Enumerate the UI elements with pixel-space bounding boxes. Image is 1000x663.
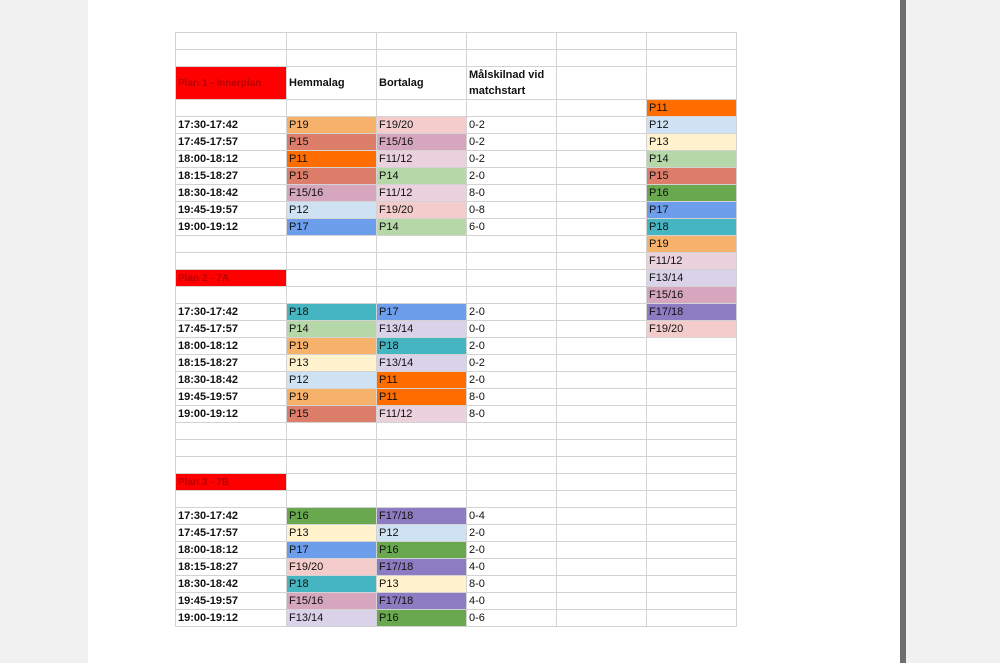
sheet-row <box>176 593 737 610</box>
sheet-cell <box>557 33 647 50</box>
sheet-row <box>176 236 737 253</box>
away-team: P17 <box>377 304 467 321</box>
sheet-row <box>176 304 737 321</box>
sheet-cell <box>647 491 737 508</box>
sheet-cell <box>557 236 647 253</box>
sheet-cell <box>287 236 377 253</box>
home-team: P14 <box>287 321 377 338</box>
match-time: 18:00-18:12 <box>176 338 287 355</box>
match-time: 17:45-17:57 <box>176 134 287 151</box>
sheet-row <box>176 389 737 406</box>
sheet-cell <box>557 270 647 287</box>
goal-difference: 2-0 <box>467 372 557 389</box>
legend-swatch: P18 <box>647 219 737 236</box>
match-time: 18:00-18:12 <box>176 151 287 168</box>
match-time: 17:30-17:42 <box>176 304 287 321</box>
match-time: 18:30-18:42 <box>176 185 287 202</box>
sheet-cell <box>467 100 557 117</box>
sheet-row <box>176 50 737 67</box>
match-time: 18:30-18:42 <box>176 576 287 593</box>
sheet-cell <box>557 491 647 508</box>
sheet-cell <box>557 134 647 151</box>
match-time: 18:15-18:27 <box>176 559 287 576</box>
legend-swatch: P12 <box>647 117 737 134</box>
sheet-cell <box>647 525 737 542</box>
away-team: P13 <box>377 576 467 593</box>
sheet-cell <box>557 389 647 406</box>
goal-difference: 0-2 <box>467 355 557 372</box>
goal-difference: 0-6 <box>467 610 557 627</box>
away-team: F19/20 <box>377 202 467 219</box>
sheet-row <box>176 100 737 117</box>
sheet-cell <box>557 406 647 423</box>
sheet-cell <box>287 491 377 508</box>
sheet-cell <box>557 525 647 542</box>
legend-swatch: P13 <box>647 134 737 151</box>
goal-difference: 2-0 <box>467 542 557 559</box>
plan-title: Plan 2 - 7A <box>176 270 287 287</box>
header-goal-line-1: Målskilnad vid <box>469 69 545 81</box>
home-team: P15 <box>287 168 377 185</box>
sheet-cell <box>176 491 287 508</box>
match-time: 19:00-19:12 <box>176 406 287 423</box>
goal-difference: 2-0 <box>467 338 557 355</box>
sheet-row <box>176 185 737 202</box>
home-team: P18 <box>287 576 377 593</box>
sheet-cell <box>176 457 287 474</box>
goal-difference: 8-0 <box>467 185 557 202</box>
sheet-row <box>176 457 737 474</box>
legend-swatch: F17/18 <box>647 304 737 321</box>
sheet-cell <box>557 304 647 321</box>
sheet-cell <box>647 508 737 525</box>
away-team: P12 <box>377 525 467 542</box>
sheet-cell <box>467 423 557 440</box>
sheet-cell <box>287 50 377 67</box>
away-team: F11/12 <box>377 151 467 168</box>
sheet-row <box>176 270 737 287</box>
sheet-cell <box>557 576 647 593</box>
sheet-row <box>176 168 737 185</box>
sheet-row <box>176 219 737 236</box>
sheet-row <box>176 610 737 627</box>
match-time: 18:00-18:12 <box>176 542 287 559</box>
sheet-row <box>176 321 737 338</box>
sheet-row <box>176 491 737 508</box>
sheet-cell <box>176 50 287 67</box>
header-home: Hemmalag <box>287 67 377 100</box>
sheet-cell <box>467 287 557 304</box>
header-goal-difference <box>467 67 557 100</box>
away-team: F13/14 <box>377 321 467 338</box>
sheet-cell <box>467 491 557 508</box>
legend-swatch: P15 <box>647 168 737 185</box>
sheet-cell <box>377 236 467 253</box>
sheet-row <box>176 202 737 219</box>
goal-difference: 8-0 <box>467 389 557 406</box>
window-edge <box>900 0 906 663</box>
sheet-cell <box>467 457 557 474</box>
sheet-cell <box>176 33 287 50</box>
sheet-cell <box>557 50 647 67</box>
sheet-cell <box>647 423 737 440</box>
sheet-row <box>176 67 737 100</box>
away-team: P11 <box>377 372 467 389</box>
sheet-cell <box>557 117 647 134</box>
goal-difference: 2-0 <box>467 304 557 321</box>
match-time: 19:45-19:57 <box>176 593 287 610</box>
sheet-cell <box>377 440 467 457</box>
sheet-row <box>176 508 737 525</box>
match-time: 19:45-19:57 <box>176 389 287 406</box>
legend-swatch: P17 <box>647 202 737 219</box>
sheet-row <box>176 117 737 134</box>
sheet-cell <box>647 440 737 457</box>
sheet-row <box>176 253 737 270</box>
sheet-cell <box>377 423 467 440</box>
sheet-cell <box>557 321 647 338</box>
sheet-cell <box>557 151 647 168</box>
away-team: F13/14 <box>377 355 467 372</box>
sheet-cell <box>557 67 647 100</box>
sheet-cell <box>176 423 287 440</box>
schedule-sheet <box>175 32 737 627</box>
away-team: F19/20 <box>377 117 467 134</box>
home-team: P16 <box>287 508 377 525</box>
sheet-row <box>176 423 737 440</box>
goal-difference: 0-0 <box>467 321 557 338</box>
legend-swatch: P19 <box>647 236 737 253</box>
sheet-row <box>176 151 737 168</box>
home-team: P15 <box>287 406 377 423</box>
home-team: P13 <box>287 525 377 542</box>
sheet-cell <box>647 67 737 100</box>
sheet-cell <box>176 253 287 270</box>
sheet-cell <box>287 253 377 270</box>
sheet-row <box>176 338 737 355</box>
sheet-cell <box>176 100 287 117</box>
legend-swatch: F11/12 <box>647 253 737 270</box>
sheet-cell <box>557 355 647 372</box>
match-time: 18:15-18:27 <box>176 168 287 185</box>
home-team: P17 <box>287 219 377 236</box>
sheet-cell <box>647 50 737 67</box>
sheet-cell <box>377 457 467 474</box>
goal-difference: 2-0 <box>467 168 557 185</box>
sheet-cell <box>467 474 557 491</box>
match-time: 19:45-19:57 <box>176 202 287 219</box>
sheet-cell <box>557 338 647 355</box>
sheet-row <box>176 525 737 542</box>
sheet-cell <box>557 287 647 304</box>
home-team: F19/20 <box>287 559 377 576</box>
legend-swatch: P11 <box>647 100 737 117</box>
sheet-row <box>176 355 737 372</box>
home-team: P18 <box>287 304 377 321</box>
home-team: F15/16 <box>287 593 377 610</box>
sheet-cell <box>377 50 467 67</box>
match-time: 17:30-17:42 <box>176 117 287 134</box>
goal-difference: 0-2 <box>467 134 557 151</box>
goal-difference: 0-2 <box>467 117 557 134</box>
match-time: 19:00-19:12 <box>176 610 287 627</box>
sheet-cell <box>647 593 737 610</box>
sheet-cell <box>287 287 377 304</box>
sheet-cell <box>647 355 737 372</box>
sheet-cell <box>467 440 557 457</box>
sheet-cell <box>647 559 737 576</box>
goal-difference: 8-0 <box>467 406 557 423</box>
sheet-cell <box>557 168 647 185</box>
sheet-cell <box>467 270 557 287</box>
sheet-cell <box>647 406 737 423</box>
goal-difference: 2-0 <box>467 525 557 542</box>
sheet-cell <box>377 491 467 508</box>
match-time: 17:45-17:57 <box>176 525 287 542</box>
sheet-row <box>176 287 737 304</box>
home-team: P19 <box>287 389 377 406</box>
away-team: P16 <box>377 542 467 559</box>
sheet-cell <box>467 253 557 270</box>
header-away: Bortalag <box>377 67 467 100</box>
sheet-cell <box>557 219 647 236</box>
away-team: F11/12 <box>377 406 467 423</box>
away-team: F11/12 <box>377 185 467 202</box>
sheet-cell <box>377 270 467 287</box>
legend-swatch: P16 <box>647 185 737 202</box>
away-team: P14 <box>377 219 467 236</box>
home-team: P17 <box>287 542 377 559</box>
sheet-row <box>176 474 737 491</box>
header-goal-line-2: matchstart <box>469 85 526 97</box>
sheet-cell <box>557 559 647 576</box>
goal-difference: 0-4 <box>467 508 557 525</box>
goal-difference: 4-0 <box>467 559 557 576</box>
sheet-cell <box>287 457 377 474</box>
legend-swatch: F19/20 <box>647 321 737 338</box>
plan-title: Plan 1 - Innerplan <box>176 67 287 100</box>
sheet-cell <box>287 100 377 117</box>
away-team: F17/18 <box>377 508 467 525</box>
sheet-cell <box>176 236 287 253</box>
away-team: F17/18 <box>377 593 467 610</box>
sheet-cell <box>557 457 647 474</box>
sheet-cell <box>557 542 647 559</box>
home-team: F15/16 <box>287 185 377 202</box>
sheet-cell <box>557 423 647 440</box>
sheet-cell <box>377 33 467 50</box>
sheet-cell <box>647 338 737 355</box>
away-team: P14 <box>377 168 467 185</box>
goal-difference: 4-0 <box>467 593 557 610</box>
sheet-cell <box>647 372 737 389</box>
sheet-cell <box>377 474 467 491</box>
sheet-cell <box>467 236 557 253</box>
sheet-cell <box>557 440 647 457</box>
sheet-row <box>176 542 737 559</box>
match-time: 19:00-19:12 <box>176 219 287 236</box>
goal-difference: 6-0 <box>467 219 557 236</box>
sheet-cell <box>287 33 377 50</box>
away-team: P16 <box>377 610 467 627</box>
sheet-cell <box>647 474 737 491</box>
goal-difference: 0-8 <box>467 202 557 219</box>
sheet-cell <box>557 202 647 219</box>
sheet-cell <box>647 610 737 627</box>
sheet-cell <box>467 33 557 50</box>
sheet-cell <box>377 253 467 270</box>
home-team: P19 <box>287 117 377 134</box>
away-team: P11 <box>377 389 467 406</box>
sheet-row <box>176 440 737 457</box>
sheet-cell <box>557 253 647 270</box>
home-team: F13/14 <box>287 610 377 627</box>
sheet-cell <box>287 474 377 491</box>
legend-swatch: F15/16 <box>647 287 737 304</box>
match-time: 17:30-17:42 <box>176 508 287 525</box>
sheet-row <box>176 372 737 389</box>
sheet-cell <box>647 389 737 406</box>
sheet-cell <box>557 372 647 389</box>
sheet-row <box>176 576 737 593</box>
legend-swatch: P14 <box>647 151 737 168</box>
match-time: 18:30-18:42 <box>176 372 287 389</box>
plan-title: Plan 3 - 7B <box>176 474 287 491</box>
sheet-cell <box>557 508 647 525</box>
match-time: 17:45-17:57 <box>176 321 287 338</box>
sheet-cell <box>377 287 467 304</box>
goal-difference: 8-0 <box>467 576 557 593</box>
sheet-cell <box>557 474 647 491</box>
sheet-cell <box>176 287 287 304</box>
match-time: 18:15-18:27 <box>176 355 287 372</box>
away-team: P18 <box>377 338 467 355</box>
home-team: P19 <box>287 338 377 355</box>
home-team: P12 <box>287 202 377 219</box>
legend-swatch: F13/14 <box>647 270 737 287</box>
sheet-row <box>176 33 737 50</box>
sheet-cell <box>557 610 647 627</box>
away-team: F17/18 <box>377 559 467 576</box>
sheet-cell <box>557 100 647 117</box>
sheet-cell <box>287 423 377 440</box>
sheet-cell <box>176 440 287 457</box>
sheet-cell <box>467 50 557 67</box>
home-team: P13 <box>287 355 377 372</box>
sheet-cell <box>647 576 737 593</box>
sheet-cell <box>557 593 647 610</box>
sheet-cell <box>377 100 467 117</box>
home-team: P12 <box>287 372 377 389</box>
home-team: P15 <box>287 134 377 151</box>
sheet-row <box>176 406 737 423</box>
sheet-cell <box>557 185 647 202</box>
sheet-row <box>176 559 737 576</box>
sheet-cell <box>287 270 377 287</box>
sheet-cell <box>647 457 737 474</box>
sheet-cell <box>647 33 737 50</box>
sheet-cell <box>287 440 377 457</box>
goal-difference: 0-2 <box>467 151 557 168</box>
home-team: P11 <box>287 151 377 168</box>
sheet-row <box>176 134 737 151</box>
sheet-cell <box>647 542 737 559</box>
away-team: F15/16 <box>377 134 467 151</box>
